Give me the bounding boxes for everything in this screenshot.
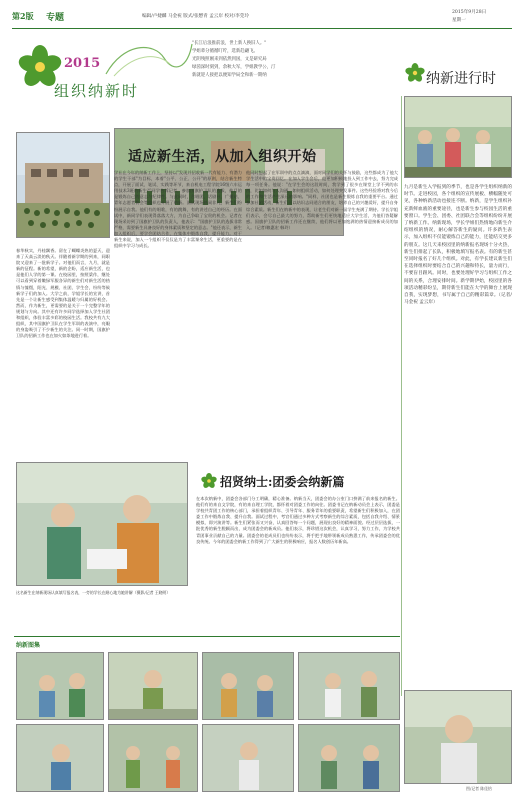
issue-date: 2015年9月28日 [452, 10, 487, 15]
gallery-rule [14, 636, 400, 637]
issue-weekday: 星期一 [452, 18, 466, 23]
quote-line: 新就迎人接把以便知学局全和新一期纳 [192, 73, 267, 78]
main-article-col2: 学社在今年的纳新工作上，坚持以"发现并招收新一代有能力、有潜力的学生干部"为目标，本着"公平、公正、公开"的原则，结合新生特点，开展了面试、笔试、实践等环节，来自机电工程学院16级六车运用技术3班的新生严同学告诉记者，参加国旗护卫队的选拔，他目的是锻炼自己的意志与纪律性。与此同时，合唱团、话剧社、广播站、青年志愿者协会等组织也开展了纳新。面试现场热闹非凡，新生们纷纷展示自我。他们有的唱歌，有的跳舞，有的讲述自己的经历。在面试中，新同学们表现得落落大方，为自己争取了宝贵的机会。记者在现场采访到了国旗护卫队的负责人，他表示："国旗护卫队的选拔非常严格，需要新生具备良好的身体素质和坚定的意志。"他还表示，新生加入组织后，要学会团结合作，在集体中锻炼自我，提升能力。对于新生来说，加入一个组织不仅仅是为了丰富课余生活，更重要的是在组织中学习与成长。 [114, 170, 242, 249]
banner [14, 32, 404, 132]
main-article-col1: 春华秋实，丹桂飘香。留在了蝴蝶炎热的夏天，迎来了天高云淡的秋天。伴随着新学期的到来，同职院又迎来了一批新学子。对他们而言，九月，就是新的征程。新的希望，新的企盼，适应新生活，也是他们人学的第一课。在校园里，按照梁作，继处可以看到穿着嫩绿军服各异的新生们对新生活的热情与憧憬，阳光、规模、社团、学生会，纷纷等候新学子们的加入。大学之前，学姐学长的宣讲，首先是一个让新生感受到集体温暖与归属的好机会。然而，作为新生，更需要的是关于一个完整学年的规划与方向。其中还有许多同学选择加入学生社团和组织，体验丰富多彩的校园生活。我校共有九大组织，其中国旗护卫队在学生军训的表演中，亮眼的身姿吸引了不少新生的关注。同一时期，国旗护卫队的招新工作也在如火如荼地进行着。 [16, 248, 110, 339]
quote-line: 学姐辈分循循叮咛，选新趋翩飞。 [192, 49, 258, 54]
header-rule [12, 28, 512, 29]
student-portrait-photo [404, 690, 512, 784]
gallery-photo [298, 652, 400, 720]
campus-photo [16, 132, 110, 238]
page-number: 第2版 [12, 11, 34, 21]
gallery-photo [202, 652, 294, 720]
photo-caption-left: 这名新生在纳新现场认真填写报名表，一旁的学长在耐心地为她讲解（摄影/记者 王晓明） [16, 590, 171, 595]
side-banner [404, 32, 512, 92]
column-divider [401, 96, 402, 696]
quote-line: 光阴残照刚来到依然到国，文是研究局 [192, 57, 267, 62]
main-headline: 适应新生活，从加入组织开始 [128, 149, 317, 165]
page-header [12, 8, 512, 28]
main-article-col3: 他同时想起了在军训中的点点滴滴，面对同学们的关怀与鼓励，这些都成为了他大学生活中的宝贵回忆。在加入学生会后，他更加积极地投入到工作中去，努力完成每一项任务。他说："在学生会的这段时间，我学到了很多在课堂上学不到的东西，比如如何与人沟通，如何组织活动，如何处理突发事件。这些经验将对我今后的工作和生活产生深远的影响。"同样，社团也是新生锻炼自我的重要平台。通过参加社团活动，新生们可以结识志同道合的朋友，培养自己的兴趣爱好，提升自身综合素质。新生们在纳新中的表现，让老生们对新一届学生充满了期待。学长学姐们表示，会尽自己最大的努力，帮助新生们更快地适应大学生活，为他们答疑解惑。国旗护卫队的招新工作还在继续，他们将以更加饱满的热情迎接新成员的加入。（记者/赖惠宏 韩玲） [246, 170, 398, 230]
bottom-headline: 招贤纳士:团委会纳新篇 [220, 475, 345, 489]
students-photo [404, 96, 512, 178]
side-article: 九月是新生入学报到的季节，也是各学生组织纳新的时节。走进校园，各个组织的宣传展板、横幅随处可见，各种纳新活动也接连不断。纳新，是学生组织补充新鲜血液的重要途径，也是新生参与校园生活的重要窗口。学生会、团委、社团联合会等组织纷纷开展了纳新工作。纳新现场，学长学姐们热情地向新生介绍组织的情况，耐心解答新生的疑问。许多新生表示，加入组织不仅能锻炼自己的能力，还能结交更多的朋友。这几天来校园里的纳新报名现场十分火热，新生们排起了长队，积极地填写报名表。有的新生甚至同时报名了好几个组织。对此，有学长建议新生们在选择组织时要结合自己的兴趣和特长，量力而行，不要盲目跟风。同时，也要处理好学习与组织工作之间的关系，合理安排时间。新学期伊始，校园里的各项活动精彩纷呈，期待新生们能在大学的舞台上展现自我，实现梦想，书写属于自己的精彩篇章。（记者/马金祝 孟云岸） [404, 185, 512, 306]
bottom-article: 在本次纳新中，团委会各部门分工明确，精心准备。纳新当天，团委会的办公室门口挤满了前来报名的新生。他们有的来自文学院，有的来自理工学院，都怀着对团委工作的向往。团委书记在纳新动员会上表示，团委是学校共青团工作的核心部门，承担着组织青年、引导青年、服务青年的重要职责，希望新生们积极加入，在团委工作中锻炼自我、提升自我。面试过程中，考官们通过多种方式考察新生的综合素质，包括自我介绍、情景模拟、即兴演讲等。新生们紧张而又兴奋，认真回答每一个问题，展现出良好的精神面貌。经过层层选拔，一批优秀的新生脱颖而出，成为团委会的新成员。他们表示，将珍惜这次机会，认真学习，努力工作，为学校共青团事业贡献自己的力量。团委会的老成员们也纷纷表示，将手把手地带领新成员熟悉工作，传承团委会的优良传统。今年的团委会纳新工作得到了广大新生的积极响应，报名人数创历年新高。 [196, 496, 400, 544]
banner-year: 2015 [64, 56, 101, 71]
flower-icon [404, 62, 426, 84]
gallery-photo [298, 724, 400, 792]
quote-line: 绿茵深时刻到，余秋大军，学姐教学公，汀 [192, 65, 276, 70]
gallery-photo [108, 724, 198, 792]
gallery-photo [16, 652, 104, 720]
gallery-title: 纳新图集 [16, 642, 41, 649]
gallery-photo [108, 652, 198, 720]
swirl-decoration-icon [104, 38, 194, 78]
gallery-photo [202, 724, 294, 792]
gallery-photo [16, 724, 104, 792]
photo-credit: 图/记者 陈佳怡 [466, 786, 492, 791]
banner-title: 组织纳新时 [54, 82, 140, 100]
section-label: 专题 [46, 13, 65, 23]
quote-line: "长江后浪推前浪，世上新人换旧人。" [192, 41, 267, 46]
flower-icon [200, 472, 218, 490]
banner-quote [192, 40, 357, 110]
editor-credits: 编辑/卢婕麟 马金祝 版式/张懋青 孟云岸 校对/李莞玲 [142, 14, 249, 19]
recruitment-photo [16, 462, 188, 586]
side-banner-title: 纳新进行时 [426, 71, 496, 87]
